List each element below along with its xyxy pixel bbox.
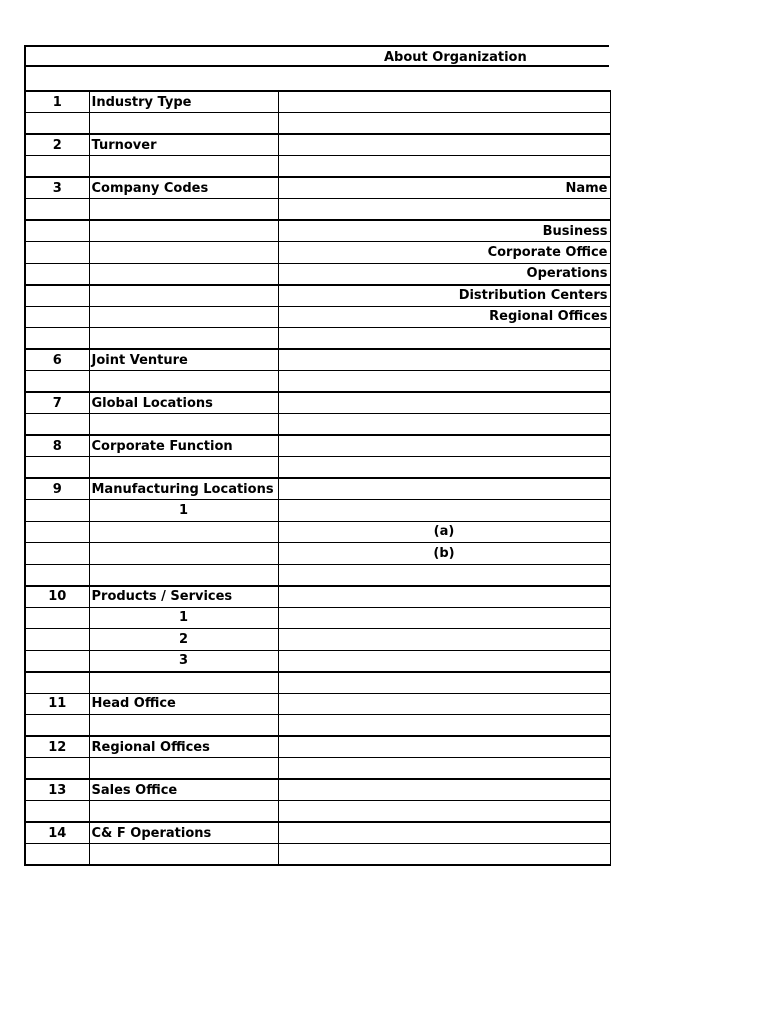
business-cell[interactable]: Business (278, 220, 610, 242)
row-label: Corporate Function (89, 435, 278, 457)
blank-row (25, 328, 610, 350)
row-number: 9 (25, 478, 89, 500)
row-manufacturing-sub1 (25, 500, 610, 522)
distribution-centers-cell[interactable]: Distribution Centers (278, 285, 610, 307)
row-manufacturing-a (25, 521, 610, 543)
blank-row (25, 199, 610, 221)
manufacturing-a-cell[interactable]: (a) (278, 521, 610, 543)
row-corporate-function (25, 435, 610, 457)
title-row (24, 45, 609, 67)
row-label: Head Office (89, 693, 278, 715)
row-number: 10 (25, 586, 89, 608)
blank-row (25, 672, 610, 694)
blank-cell[interactable] (278, 564, 610, 586)
regional-offices-cell[interactable]: Regional Offices (278, 306, 610, 328)
blank-row (25, 414, 610, 436)
products-services-input[interactable] (278, 586, 610, 608)
row-corporate-office (25, 242, 610, 264)
blank-row (25, 801, 610, 823)
form-table (24, 90, 611, 866)
row-label: Regional Offices (89, 736, 278, 758)
blank-row (25, 371, 610, 393)
blank-cell[interactable] (278, 758, 610, 780)
blank-row (25, 156, 610, 178)
row-number: 3 (25, 177, 89, 199)
row-turnover (25, 134, 610, 156)
row-products-sub1 (25, 607, 610, 629)
row-label: Turnover (89, 134, 278, 156)
products-sub1-input[interactable] (278, 607, 610, 629)
corporate-office-cell[interactable]: Corporate Office (278, 242, 610, 264)
row-regional-offices (25, 736, 610, 758)
blank-cell[interactable] (278, 801, 610, 823)
row-label: Products / Services (89, 586, 278, 608)
spacer-row (24, 67, 609, 90)
operations-cell[interactable]: Operations (278, 263, 610, 285)
row-number: 13 (25, 779, 89, 801)
blank-row (25, 564, 610, 586)
blank-row (25, 844, 610, 866)
row-number: 8 (25, 435, 89, 457)
blank-cell[interactable] (278, 371, 610, 393)
row-label: Manufacturing Locations (89, 478, 278, 500)
blank-cell[interactable] (278, 715, 610, 737)
row-cf-operations (25, 822, 610, 844)
row-manufacturing-locations (25, 478, 610, 500)
sub-number: 1 (89, 500, 278, 522)
head-office-input[interactable] (278, 693, 610, 715)
blank-cell[interactable] (278, 199, 610, 221)
blank-row (25, 113, 610, 135)
row-number: 6 (25, 349, 89, 371)
blank-row (25, 758, 610, 780)
row-label: Company Codes (89, 177, 278, 199)
row-label: Global Locations (89, 392, 278, 414)
company-codes-name[interactable]: Name (278, 177, 610, 199)
blank-cell[interactable] (278, 328, 610, 350)
form-title: About Organization (384, 50, 527, 65)
row-regional-offices-sub (25, 306, 610, 328)
row-global-locations (25, 392, 610, 414)
sub-number: 3 (89, 650, 278, 672)
sub-number: 1 (89, 607, 278, 629)
blank-cell[interactable] (278, 414, 610, 436)
row-number: 2 (25, 134, 89, 156)
blank-cell[interactable] (278, 672, 610, 694)
sales-office-input[interactable] (278, 779, 610, 801)
global-locations-input[interactable] (278, 392, 610, 414)
blank-row (25, 715, 610, 737)
blank-cell[interactable] (278, 457, 610, 479)
blank-cell[interactable] (278, 156, 610, 178)
row-sales-office (25, 779, 610, 801)
manufacturing-b-cell[interactable]: (b) (278, 543, 610, 565)
row-distribution-centers (25, 285, 610, 307)
row-label: Sales Office (89, 779, 278, 801)
blank-row (25, 457, 610, 479)
row-products-services (25, 586, 610, 608)
sub-number: 2 (89, 629, 278, 651)
row-company-codes (25, 177, 610, 199)
turnover-input[interactable] (278, 134, 610, 156)
organization-form (24, 45, 609, 866)
corporate-function-input[interactable] (278, 435, 610, 457)
row-industry-type (25, 91, 610, 113)
products-sub3-input[interactable] (278, 650, 610, 672)
row-head-office (25, 693, 610, 715)
manufacturing-locations-input[interactable] (278, 478, 610, 500)
row-manufacturing-b (25, 543, 610, 565)
joint-venture-input[interactable] (278, 349, 610, 371)
row-number: 11 (25, 693, 89, 715)
blank-cell[interactable] (278, 844, 610, 866)
row-number: 12 (25, 736, 89, 758)
row-number: 7 (25, 392, 89, 414)
row-operations (25, 263, 610, 285)
row-products-sub3 (25, 650, 610, 672)
row-label: Joint Venture (89, 349, 278, 371)
row-joint-venture (25, 349, 610, 371)
blank-cell[interactable] (278, 113, 610, 135)
row-label: Industry Type (89, 91, 278, 113)
manufacturing-sub1-input[interactable] (278, 500, 610, 522)
cf-operations-input[interactable] (278, 822, 610, 844)
industry-type-input[interactable] (278, 91, 610, 113)
row-label: C& F Operations (89, 822, 278, 844)
row-business (25, 220, 610, 242)
row-number: 1 (25, 91, 89, 113)
products-sub2-input[interactable] (278, 629, 610, 651)
row-number: 14 (25, 822, 89, 844)
regional-offices-input[interactable] (278, 736, 610, 758)
row-products-sub2 (25, 629, 610, 651)
